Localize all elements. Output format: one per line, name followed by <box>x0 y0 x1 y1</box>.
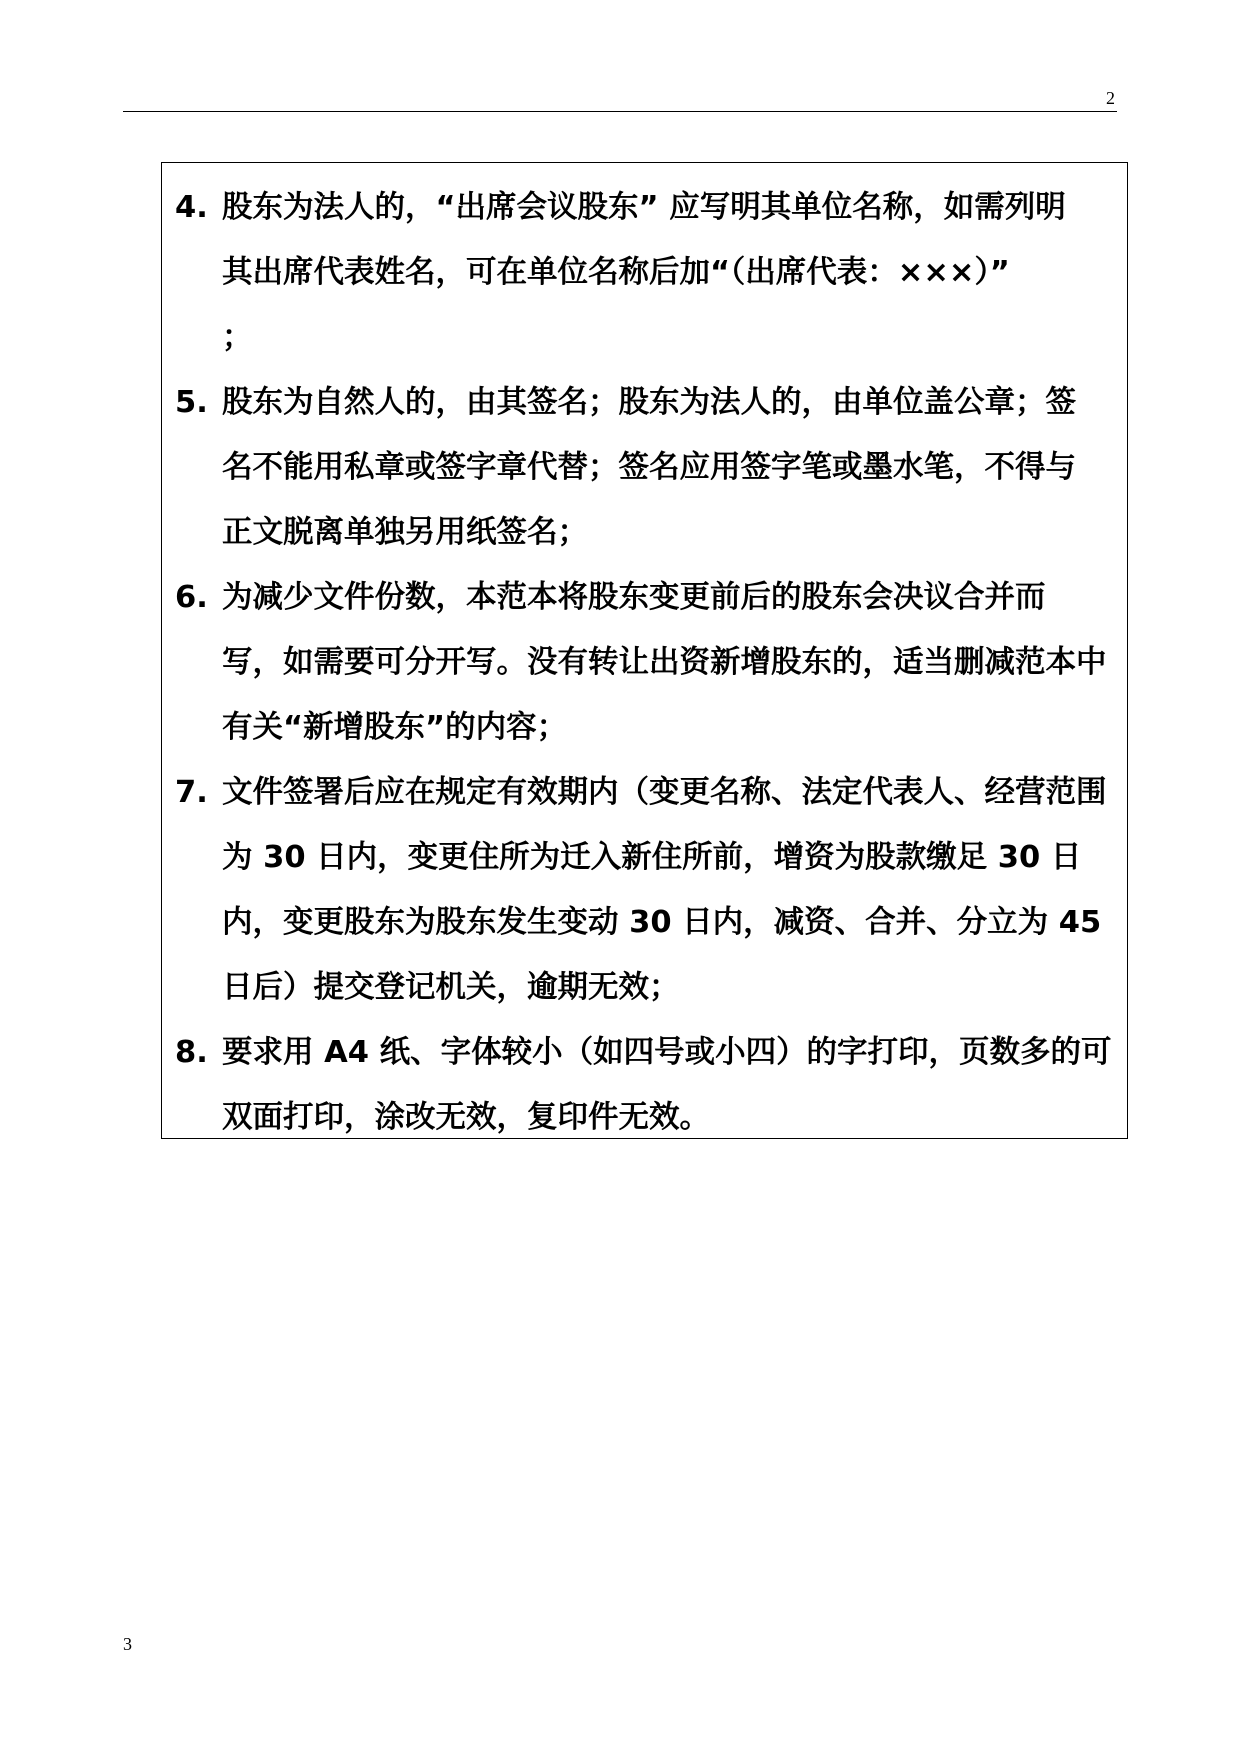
note-line: 双面打印，涂改无效，复印件无效。 <box>222 1100 710 1135</box>
note-item-6 <box>175 565 1117 760</box>
note-line: 写，如需要可分开写。没有转让出资新增股东的，适当删减范本中 <box>222 645 1107 680</box>
note-line: 股东为自然人的，由其签名；股东为法人的，由单位盖公章；签 <box>222 385 1076 420</box>
footer-page-number: 3 <box>123 1634 132 1654</box>
header-divider <box>123 111 1117 112</box>
note-item-4 <box>175 175 1117 370</box>
note-line: ； <box>222 320 253 355</box>
note-line: 为减少文件份数，本范本将股东变更前后的股东会决议合并而 <box>222 580 1046 615</box>
note-number: 7. <box>175 775 208 810</box>
note-line: 股东为法人的，“出席会议股东” 应写明其单位名称，如需列明 <box>222 190 1066 225</box>
note-line: 内，变更股东为股东发生变动 30 日内，减资、合并、分立为 45 <box>222 905 1102 940</box>
note-number: 8. <box>175 1035 208 1070</box>
note-line: 日后）提交登记机关，逾期无效； <box>222 970 680 1005</box>
note-item-7 <box>175 760 1117 1020</box>
note-item-5 <box>175 370 1117 565</box>
note-line: 文件签署后应在规定有效期内（变更名称、法定代表人、经营范围 <box>222 775 1107 810</box>
note-line: 其出席代表姓名，可在单位名称后加“（出席代表：×××）” <box>222 255 1010 290</box>
note-line: 名不能用私章或签字章代替；签名应用签字笔或墨水笔，不得与 <box>222 450 1076 485</box>
note-line: 为 30 日内，变更住所为迁入新住所前，增资为股款缴足 30 日 <box>222 840 1082 875</box>
note-item-8 <box>175 1020 1117 1150</box>
notes-box <box>161 162 1128 1139</box>
note-line: 要求用 A4 纸、字体较小（如四号或小四）的字打印，页数多的可 <box>222 1035 1112 1070</box>
header-page-number: 2 <box>1106 88 1115 108</box>
note-number: 4. <box>175 190 208 225</box>
note-line: 正文脱离单独另用纸签名； <box>222 515 588 550</box>
note-line: 有关“新增股东”的内容； <box>222 710 568 745</box>
note-number: 5. <box>175 385 208 420</box>
note-number: 6. <box>175 580 208 615</box>
